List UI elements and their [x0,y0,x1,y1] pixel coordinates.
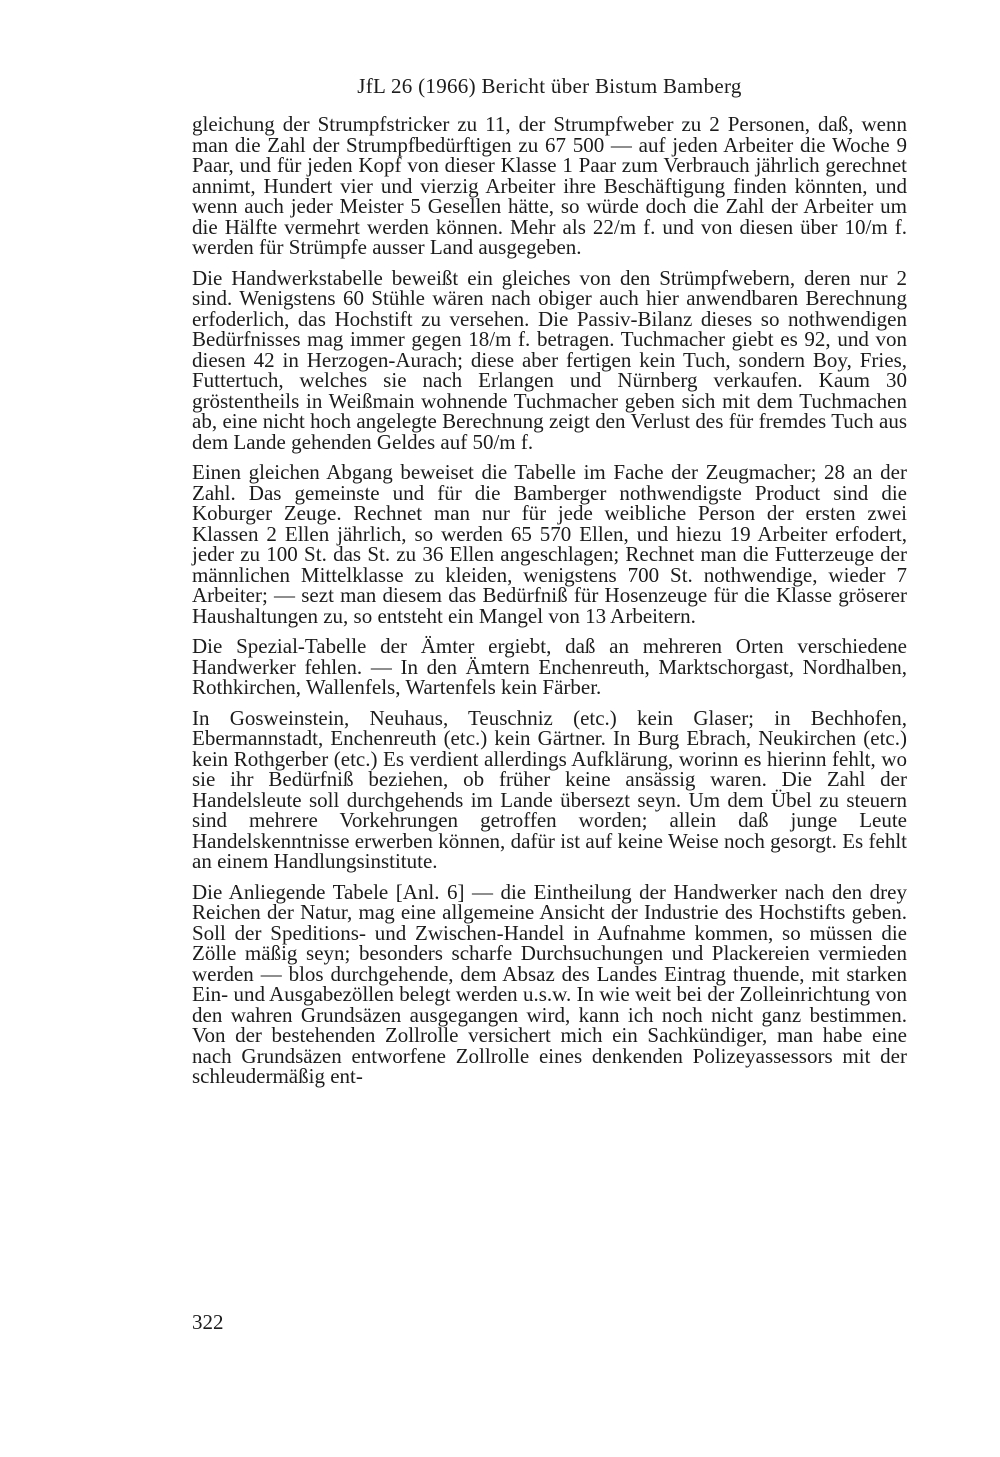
body-text [192,114,907,1087]
paragraph: Einen gleichen Abgang beweiset die Tabelle im Fache der Zeugmacher; 28 an der Zahl. Das gemeinste und für die Bamberger nothwendigste Product sind die Koburger Zeuge. Rechnet man nur für jede weibliche Person der ersten zwei Klassen 2 Ellen jährlich, so werden 65 570 Ellen, und hiezu 19 Arbeiter erfodert, jeder zu 100 St. das St. zu 36 Ellen angeschlagen; Rechnet man die Futterzeuge der männlichen Mittelklasse zu kleiden, wenigstens 700 St. nothwendige, wieder 7 Arbeiter; — sezt man diesem das Bedürfniß für Hosenzeuge für die Klasse gröserer Haushaltungen zu, so entsteht ein Mangel von 13 Arbeitern. [192,460,907,628]
running-header: JfL 26 (1966) Bericht über Bistum Bamberg [357,74,742,98]
paragraph: Die Handwerkstabelle beweißt ein gleiches von den Strümpfwebern, deren nur 2 sind. Wenigstens 60 Stühle wären nach obiger auch hier anwendbaren Berechnung erfoderlich, das Hochstift zu versehen. Die Passiv-Bilanz dieses so nothwendigen Bedürfnisses mag immer gegen 18/m f. betragen. Tuchmacher giebt es 92, und von diesen 42 in Herzogen-Aurach; diese aber fertigen kein Tuch, sondern Boy, Fries, Futtertuch, welches sie nach Erlangen und Nürnberg verkaufen. Kaum 30 gröstentheils in Weißmain wohnende Tuchmacher geben sich mit dem Tuchmachen ab, eine nicht hoch angelegte Berechnung zeigt den Verlust des für fremdes Tuch aus dem Lande gehenden Geldes auf 50/m f. [192,265,907,454]
paragraph: Die Spezial-Tabelle der Ämter ergiebt, daß an mehreren Orten verschiedene Handwerker fehlen. — In den Ämtern Enchenreuth, Marktschorgast, Nordhalben, Rothkirchen, Wallenfels, Wartenfels kein Färber. [192,634,907,699]
paragraph: gleichung der Strumpfstricker zu 11, der Strumpfweber zu 2 Personen, daß, wenn man die Zahl der Strumpfbedürftigen zu 67 500 — auf jeden Arbeiter die Woche 9 Paar, und für jeden Kopf von dieser Klasse 1 Paar zum Verbrauch jährlich gerechnet annimt, Hundert vier und vierzig Arbeiter ihre Beschäftigung finden könnten, und wenn auch jeder Meister 5 Gesellen hätte, so würde doch die Zahl der Arbeiter um die Hälfte vermehrt werden können. Mehr als 22/m f. und von diesen über 10/m f. werden für Strümpfe ausser Land ausgegeben. [192,112,907,259]
page-number: 322 [192,1310,224,1334]
paragraph: In Gosweinstein, Neuhaus, Teuschniz (etc.) kein Glaser; in Bechhofen, Ebermannstadt, Enchenreuth (etc.) kein Gärtner. In Burg Ebrach, Neukirchen (etc.) kein Rothgerber (etc.) Es verdient allerdings Aufklärung, worinn es hierinn fehlt, wo sie ihr Bedürfniß beziehen, ob früher keine ansässig waren. Die Zahl der Handelsleute soll durchgehends im Lande übersezt seyn. Um dem Übel zu steuern sind mehrere Vorkehrungen getroffen worden; allein daß junge Leute Handelskenntnisse erwerben können, dafür ist auf keine Weise noch gesorgt. Es fehlt an einem Handlungsinstitute. [192,705,907,873]
paragraph: Die Anliegende Tabele [Anl. 6] — die Eintheilung der Handwerker nach den drey Reichen der Natur, mag eine allgemeine Ansicht der Industrie des Hochstifts geben. Soll der Speditions- und Zwischen-Handel in Aufnahme kommen, so müssen die Zölle mäßig seyn; besonders scharfe Durchsuchungen und Plackereien vermieden werden — blos durchgehende, dem Absaz des Landes Eintrag thuende, mit starken Ein- und Ausgabezöllen belegt werden u.s.w. In wie weit bei der Zolleinrichtung von den wahren Grundsäzen ausgegangen wird, kann ich noch nicht ganz bestimmen. Von der bestehenden Zollrolle versichert mich ein Sachkündiger, man habe eine nach Grundsäzen entworfene Zollrolle eines denkenden Polizeyassessors mit der schleudermäßig ent- [192,879,907,1088]
